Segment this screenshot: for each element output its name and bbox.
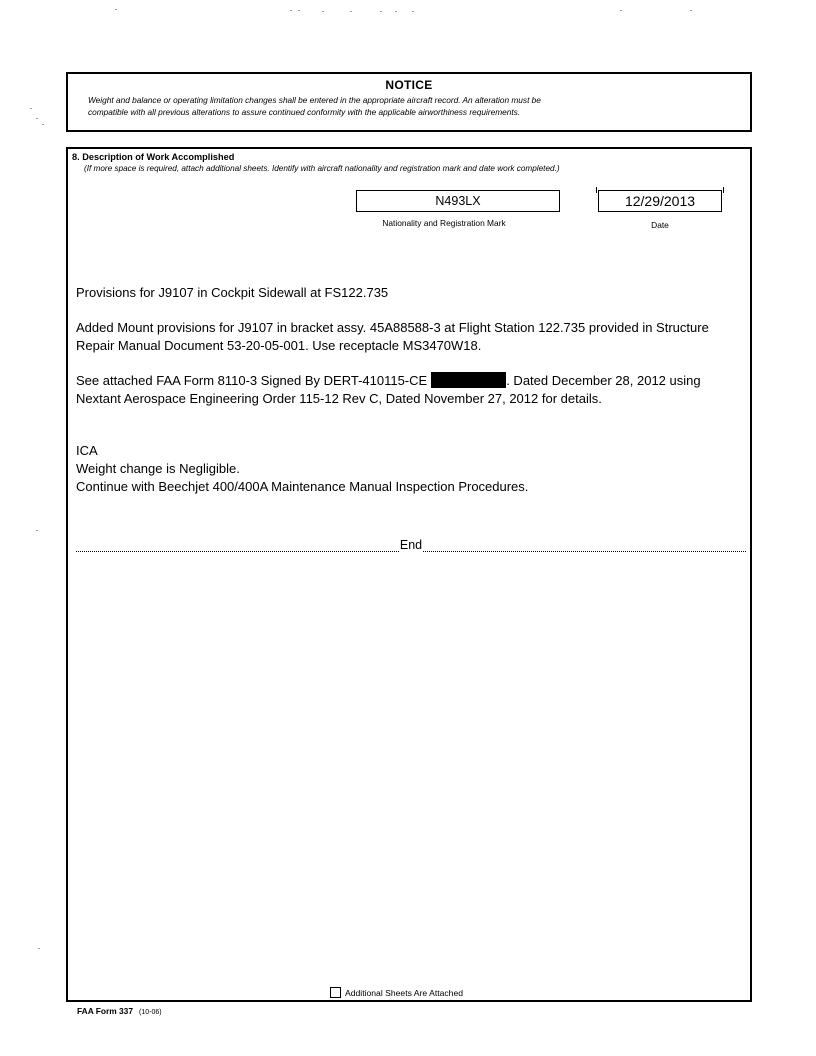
scan-artifact	[290, 10, 292, 11]
ica-heading: ICA	[76, 443, 98, 458]
section-heading: 8. Description of Work Accomplished	[72, 152, 235, 162]
date-caption: Date	[651, 220, 669, 230]
additional-sheets-row	[330, 987, 463, 998]
scan-artifact	[395, 11, 397, 12]
notice-text-line: compatible with all previous alterations to assure continued conformity with the applicable airworthiness requirements.	[88, 107, 521, 117]
scan-artifact	[412, 11, 414, 12]
form-name: FAA Form 337	[77, 1006, 134, 1016]
ica-line: Weight change is Negligible.	[76, 461, 240, 476]
scan-artifact	[36, 118, 38, 119]
work-description-section	[66, 147, 752, 1002]
paragraph-line	[76, 372, 746, 390]
registration-mark-field[interactable]: N493LX	[356, 190, 560, 212]
end-marker: End	[399, 538, 423, 552]
redaction-block	[431, 372, 506, 388]
scan-artifact	[298, 10, 300, 11]
scan-artifact	[36, 530, 38, 531]
corner-tick	[596, 187, 597, 193]
form-revision: (10-06)	[139, 1009, 162, 1016]
ica-section	[76, 442, 746, 496]
notice-box	[66, 72, 752, 132]
notice-text-line: Weight and balance or operating limitation changes shall be entered in the appropriate aircraft record. An alteration must be	[88, 95, 541, 105]
paragraph-text: . Dated December 28, 2012 using	[506, 373, 701, 388]
scan-artifact	[380, 11, 382, 12]
work-paragraph-1	[76, 319, 746, 355]
dotted-leader	[76, 541, 399, 552]
registration-mark-caption: Nationality and Registration Mark	[382, 218, 506, 228]
scan-artifact	[42, 124, 44, 125]
corner-tick	[723, 187, 724, 193]
paragraph-text: See attached FAA Form 8110-3 Signed By DERT-410115-CE	[76, 373, 428, 388]
scan-artifact	[38, 948, 40, 949]
work-paragraph-2	[76, 372, 746, 408]
paragraph-line: Added Mount provisions for J9107 in bracket assy. 45A88588-3 at Flight Station 122.735 provided in Structure	[76, 320, 709, 335]
notice-text	[88, 94, 738, 118]
scan-artifact	[690, 10, 692, 11]
work-title: Provisions for J9107 in Cockpit Sidewall at FS122.735	[76, 285, 389, 300]
date-field[interactable]: 12/29/2013	[598, 190, 722, 212]
scan-artifact	[350, 11, 352, 12]
end-marker-line	[76, 536, 746, 552]
dotted-leader	[423, 541, 746, 552]
form-footer	[77, 1006, 162, 1016]
scan-artifact	[620, 10, 622, 11]
scan-artifact	[30, 108, 32, 109]
additional-sheets-checkbox[interactable]	[330, 987, 341, 998]
paragraph-line: Nextant Aerospace Engineering Order 115-12 Rev C, Dated November 27, 2012 for details.	[76, 391, 602, 406]
section-instruction: (If more space is required, attach additional sheets. Identify with aircraft nationality and registration mark and date work completed.)	[84, 164, 560, 173]
scan-artifact	[322, 11, 324, 12]
ica-line: Continue with Beechjet 400/400A Maintenance Manual Inspection Procedures.	[76, 479, 529, 494]
scan-artifact	[115, 9, 117, 10]
additional-sheets-label: Additional Sheets Are Attached	[345, 987, 464, 998]
notice-title: NOTICE	[385, 78, 433, 92]
paragraph-line: Repair Manual Document 53-20-05-001. Use receptacle MS3470W18.	[76, 338, 482, 353]
